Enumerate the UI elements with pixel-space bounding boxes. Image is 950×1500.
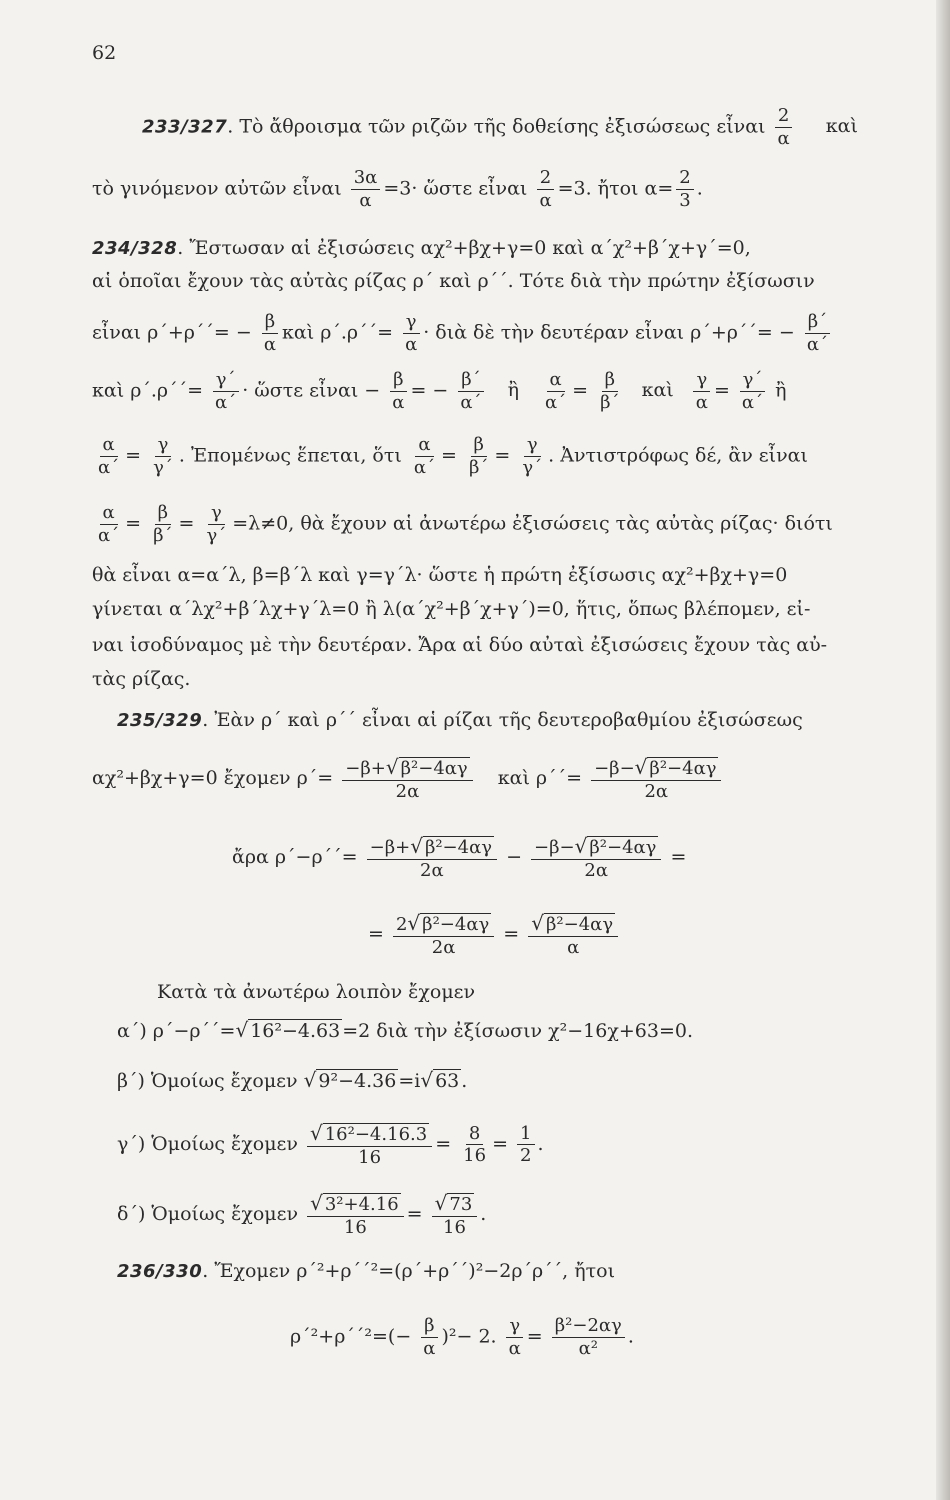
case-g: γ΄) Ὁμοίως ἔχομεν $\frac{\text{√ 16²−4.16.3}}{16}$ = $\frac{8}{16}$ = $\frac{1}{2}$ .	[117, 1121, 544, 1168]
problem-236-line-2: ρ΄²+ρ΄΄²=(− $\frac{\beta}{\alpha}$ )²− 2. $\frac{\gamma}{\alpha}$ = $\frac{\text{β²−2αγ}}{\text{α²}}$ .	[290, 1315, 634, 1359]
problem-234-line-1: 234/328. Ἔστωσαν αἱ ἐξισώσεις αχ²+βχ+γ=0 καὶ α΄χ²+β΄χ+γ΄=0,	[92, 237, 751, 259]
fraction: $\frac{\beta}{\alpha}$	[420, 1316, 438, 1359]
fraction: $\frac{\beta΄}{\alpha΄}$	[804, 312, 831, 355]
fraction: $\frac{\beta}{\alpha}$	[389, 370, 407, 413]
problem-234-line-4: καὶ ρ΄.ρ΄΄= $\frac{\gamma΄}{\alpha΄}$ · ὥστε εἶναι − $\frac{\beta}{\alpha}$ = − $\frac{\beta΄}{\alpha΄}$ ἢ $\frac{\alpha}{\alpha΄}$ = $\frac{\beta}{\beta΄}$ καὶ $\frac{\gamma}{\alpha}$ = $\frac{\gamma΄}{\alpha΄}$ ἢ	[92, 369, 787, 413]
case-b: β΄) Ὁμοίως ἔχομεν √ 9²−4.36 =i√ 63 .	[117, 1068, 468, 1092]
fraction: $\frac{\beta}{\beta΄}$	[153, 502, 173, 546]
problem-number: 236/330	[117, 1261, 203, 1282]
case-a: α΄) ρ΄−ρ΄΄=√ 16²−4.63 =2 διὰ τὴν ἐξίσωσιν χ²−16χ+63=0.	[117, 1018, 694, 1042]
conclusion-text: Κατὰ τὰ ἀνωτέρω λοιπὸν ἔχομεν	[157, 981, 476, 1003]
fraction: $\frac{2}{3}$	[676, 168, 693, 211]
problem-number: 233/327	[142, 116, 228, 138]
page-number: 62	[92, 42, 117, 64]
problem-234-line-9: ναι ἰσοδύναμος μὲ τὴν δευτέραν. Ἄρα αἱ δύο αὐταὶ ἐξισώσεις ἔχουν τὰς αὐ-	[92, 634, 828, 656]
fraction: $\frac{\beta}{\beta΄}$	[600, 369, 620, 413]
problem-234-line-7: θὰ εἶναι α=α΄λ, β=β΄λ καὶ γ=γ΄λ· ὥστε ἡ πρώτη ἐξίσωσις αχ²+βχ+γ=0	[92, 564, 788, 586]
fraction: $\frac{2}{\alpha}$	[775, 106, 793, 149]
root-fraction: $\frac{\text{2√ β²−4αγ}}{2\alpha}$	[393, 912, 494, 958]
problem-234-line-2: αἱ ὁποῖαι ἔχουν τὰς αὐτὰς ρίζας ρ΄ καὶ ρ΄΄. Τότε διὰ τὴν πρώτην ἐξίσωσιν	[92, 270, 815, 292]
problem-233-line-2: τὸ γινόμενον αὐτῶν εἶναι $\frac{3\alpha}{\alpha}$ =3· ὥστε εἶναι $\frac{2}{\alpha}$ =3. ἤτοι α= $\frac{2}{3}$ .	[92, 167, 703, 211]
fraction: $\frac{\beta΄}{\alpha΄}$	[457, 370, 484, 413]
problem-234-line-8: γίνεται α΄λχ²+β΄λχ+γ΄λ=0 ἢ λ(α΄χ²+β΄χ+γ΄)=0, ἥτις, ὅπως βλέπομεν, εἰ-	[92, 598, 811, 620]
problem-236-line-1: 236/330. Ἔχομεν ρ΄²+ρ΄΄²=(ρ΄+ρ΄΄)²−2ρ΄ρ΄΄, ἤτοι	[117, 1260, 616, 1282]
fraction: $\frac{\text{β²−2αγ}}{\text{α²}}$	[552, 1316, 625, 1359]
root-fraction: $\frac{\text{−β−√ β²−4αγ}}{2\alpha}$	[591, 756, 721, 802]
case-d: δ΄) Ὁμοίως ἔχομεν $\frac{\text{√ 3²+4.16}}{16}$ = $\frac{√ 73}{16}$ .	[117, 1191, 487, 1238]
root-fraction: $\frac{\text{√ 3²+4.16}}{16}$	[307, 1192, 404, 1238]
fraction: $\frac{\gamma}{\gamma΄}$	[522, 434, 543, 478]
fraction: $\frac{2}{\alpha}$	[536, 168, 554, 211]
fraction: $\frac{\gamma}{\alpha}$	[693, 370, 711, 413]
problem-234-line-5: $\frac{\alpha}{\alpha΄}$ = $\frac{\gamma}{\gamma΄}$ . Ἐπομένως ἕπεται, ὅτι $\frac{\alpha}{\alpha΄}$ = $\frac{\beta}{\beta΄}$ = $\frac{\gamma}{\gamma΄}$ . Ἀντιστρόφως δέ, ἂν εἶναι	[92, 435, 808, 478]
fraction: $\frac{\gamma΄}{\alpha΄}$	[739, 370, 766, 413]
fraction: $\frac{8}{16}$	[463, 1122, 487, 1167]
problem-number: 234/328	[92, 238, 178, 259]
fraction: $\frac{\alpha}{\alpha΄}$	[98, 434, 120, 478]
fraction: $\frac{\alpha}{\alpha΄}$	[98, 502, 120, 546]
problem-233-line-1: 233/327. Τὸ ἄθροισμα τῶν ριζῶν τῆς δοθείσης ἐξισώσεως εἶναι $\frac{2}{\alpha}$ καὶ	[142, 105, 858, 149]
fraction: $\frac{\beta}{\alpha}$	[261, 312, 279, 355]
fraction: $\frac{\gamma}{\gamma΄}$	[153, 434, 173, 478]
root-fraction: $\frac{\text{−β+√ β²−4αγ}}{2\alpha}$	[342, 756, 472, 802]
problem-234-line-10: τὰς ρίζας.	[92, 668, 191, 690]
fraction: $\frac{\gamma΄}{\alpha΄}$	[212, 370, 239, 413]
problem-235-line-2: αχ²+βχ+γ=0 ἔχομεν ρ΄= $\frac{\text{−β+√ β²−4αγ}}{2\alpha}$ καὶ ρ΄΄= $\frac{\text{−β−√ β²−4αγ}}{2\alpha}$	[92, 756, 724, 802]
problem-235-line-1: 235/329. Ἐὰν ρ΄ καὶ ρ΄΄ εἶναι αἱ ρίζαι τῆς δευτεροβαθμίου ἐξισώσεως	[117, 709, 803, 731]
root-fraction: $\frac{√ 73}{16}$	[432, 1192, 478, 1238]
fraction: $\frac{\gamma}{\alpha}$	[506, 1316, 524, 1359]
root-fraction: $\frac{\text{−β+√ β²−4αγ}}{2\alpha}$	[367, 835, 497, 881]
root-fraction: $\frac{\text{√ β²−4αγ}}{\alpha}$	[528, 912, 618, 958]
fraction: $\frac{\alpha}{\alpha΄}$	[545, 369, 567, 413]
problem-235-line-3: ἄρα ρ΄−ρ΄΄= $\frac{\text{−β+√ β²−4αγ}}{2\alpha}$ − $\frac{\text{−β−√ β²−4αγ}}{2\alpha}$ =	[232, 834, 687, 881]
root-fraction: $\frac{\text{−β−√ β²−4αγ}}{2\alpha}$	[531, 835, 661, 881]
page-edge	[936, 0, 950, 1500]
fraction: $\frac{\gamma}{\gamma΄}$	[206, 502, 227, 546]
problem-234-line-3: εἶναι ρ΄+ρ΄΄= − $\frac{\beta}{\alpha}$ καὶ ρ΄.ρ΄΄= $\frac{\gamma}{\alpha}$ · διὰ δὲ τὴν δευτέραν εἶναι ρ΄+ρ΄΄= − $\frac{\beta΄}{\alpha΄}$	[92, 312, 834, 355]
fraction: $\frac{\alpha}{\alpha΄}$	[413, 434, 436, 478]
fraction: $\frac{\beta}{\beta΄}$	[469, 434, 489, 478]
root-fraction: $\frac{\text{√ 16²−4.16.3}}{16}$	[307, 1122, 432, 1168]
fraction: $\frac{3\alpha}{\alpha}$	[351, 168, 381, 211]
problem-234-line-6: $\frac{\alpha}{\alpha΄}$ = $\frac{\beta}{\beta΄}$ = $\frac{\gamma}{\gamma΄}$ =λ≠0, θὰ ἔχουν αἱ ἀνωτέρω ἐξισώσεις τὰς αὐτὰς ρίζας· διότι	[92, 503, 833, 546]
problem-235-line-4: = $\frac{\text{2√ β²−4αγ}}{2\alpha}$ = $\frac{\text{√ β²−4αγ}}{\alpha}$	[368, 912, 621, 958]
problem-number: 235/329	[117, 710, 203, 731]
fraction: $\frac{1}{2}$	[517, 1124, 534, 1167]
fraction: $\frac{\gamma}{\alpha}$	[402, 312, 420, 355]
